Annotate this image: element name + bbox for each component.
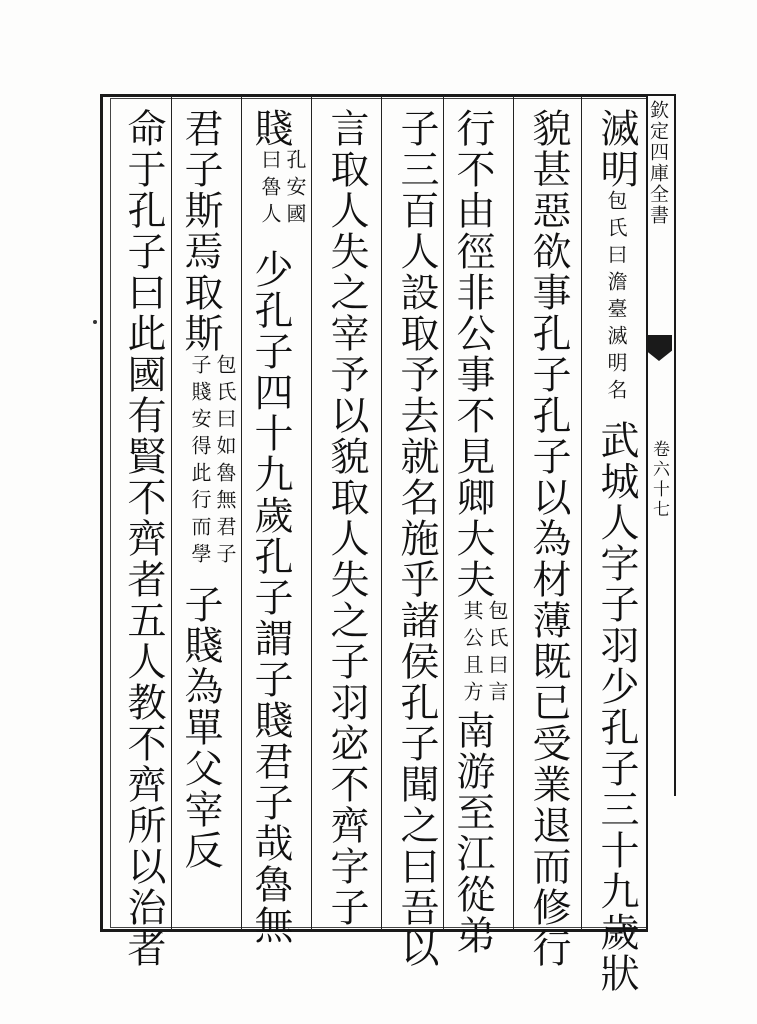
text-column-2 [517,108,579,969]
main-text: 滅明 [594,108,639,190]
main-text: 南游至江從弟 [450,710,495,956]
main-text: 命于孔子曰此國有賢不齊者五人教不齊所以治者 [121,108,166,969]
commentary-note: 包氏曰澹臺滅明名 [604,190,628,406]
text-column-1 [585,108,647,994]
main-text: 子三百人設取予去就名施乎諸侯孔子聞之曰吾以 [394,108,439,969]
main-text: 貌甚惡欲事孔子孔子以為材薄既已受業退而修行 [526,108,571,969]
text-column-8 [112,108,174,969]
margin-juan-number: 卷六十七 [649,440,669,520]
main-text: 宓不齊字子 [324,723,369,928]
ink-dot [93,320,97,324]
column-rule [381,96,382,930]
text-column-4 [385,108,447,969]
text-column-5 [315,108,377,928]
column-rule [311,96,312,930]
main-text: 言取人失之宰予以貌取人失之子羽 [324,108,369,723]
main-text: 子賤為單父宰反 [178,584,223,871]
main-text: 武城人字子羽少孔子三十九歲狀 [594,420,639,994]
main-text: 行不由徑非公事不見卿大夫 [450,108,495,600]
commentary-note: 包氏曰言其公且方 [460,600,509,708]
text-column-6 [245,108,307,946]
main-text: 少孔子四十九歲孔子謂子賤君子哉魯無 [248,249,293,946]
main-text: 君子斯焉取斯 [178,108,223,354]
commentary-note: 孔安國曰魯人 [258,149,307,230]
column-rule [513,96,514,930]
commentary-note: 包氏曰如魯無君子子賤安得此行而學 [188,354,237,570]
main-text: 賤 [248,108,293,149]
margin-book-title: 欽定四庫全書 [647,100,669,226]
text-column-7 [175,108,237,920]
text-column-3 [447,108,509,956]
